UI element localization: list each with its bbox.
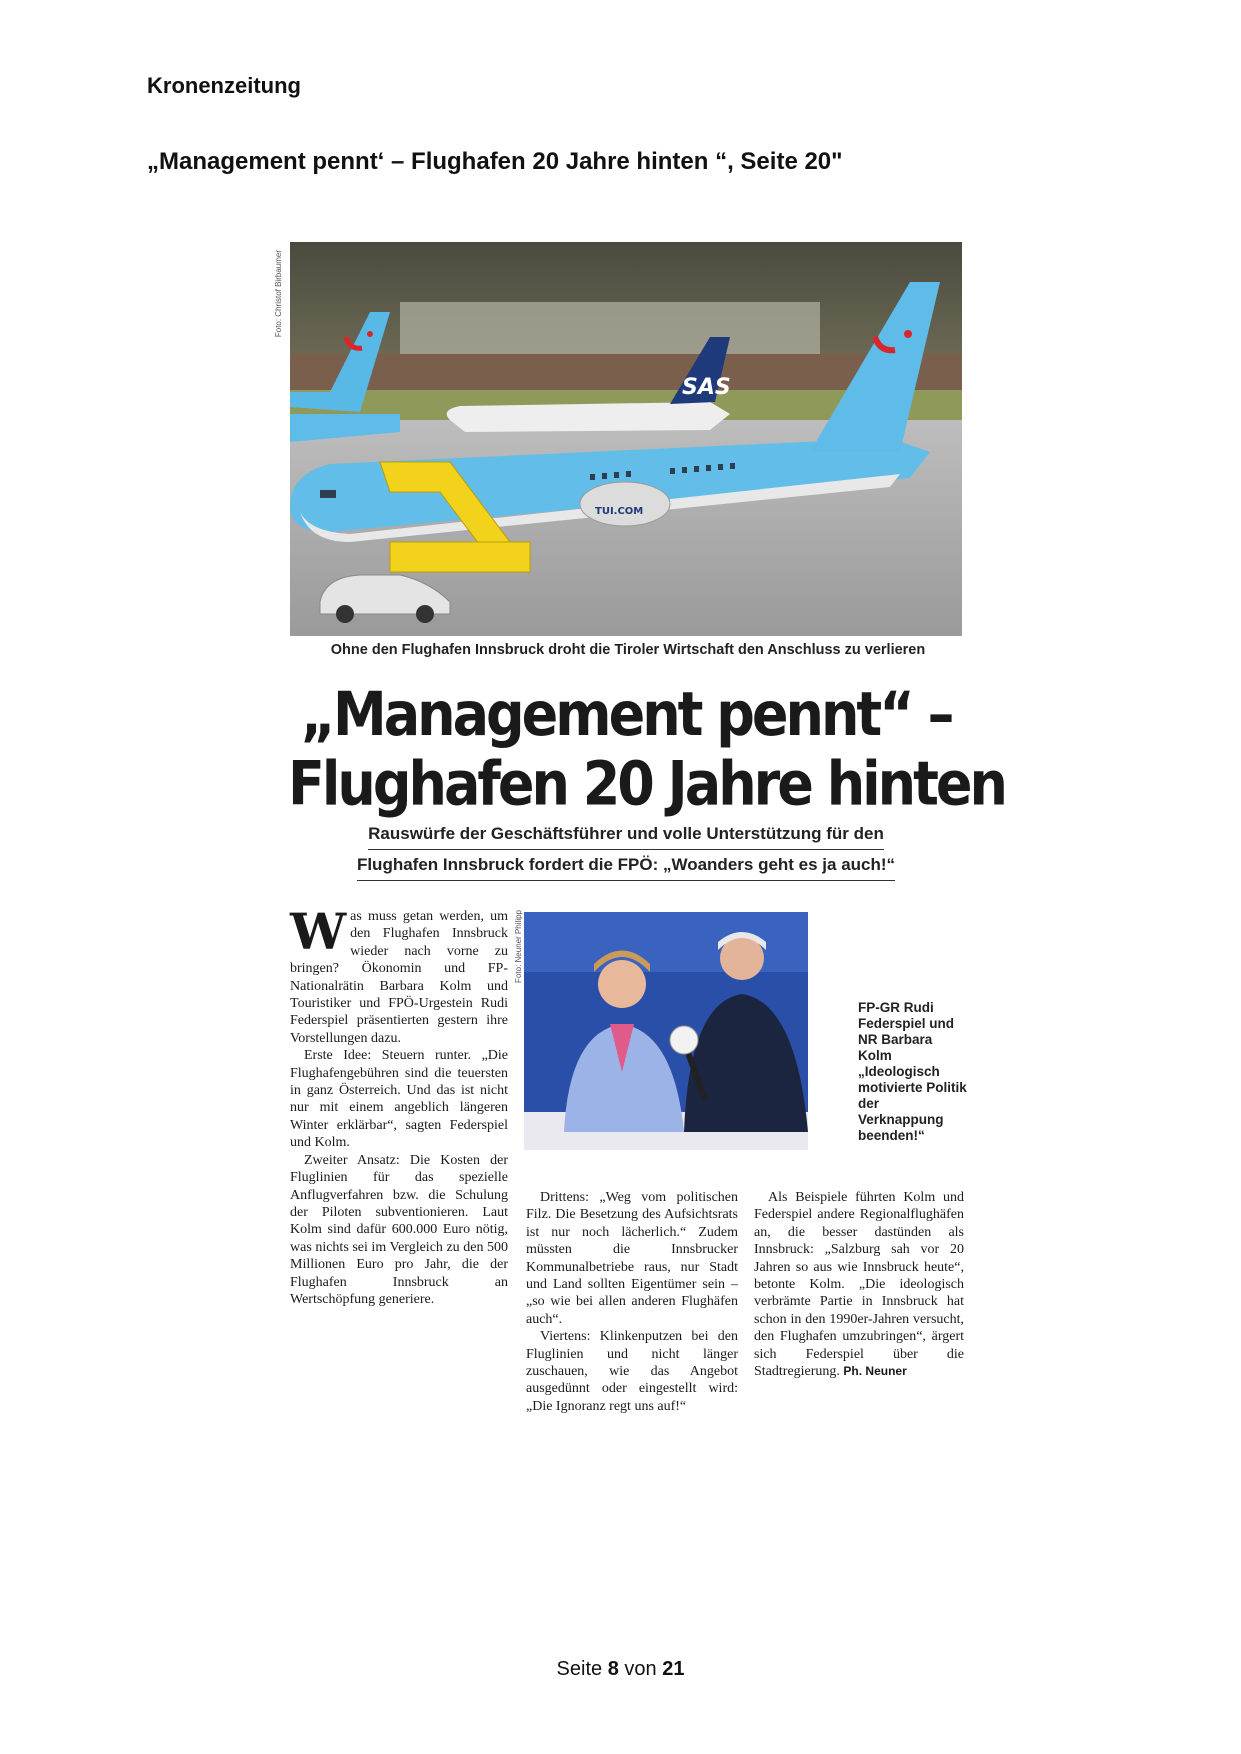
paragraph-6: Als Beispiele führten Kolm und Federspiel andere Regionalflughäfen an, die besser dastünden als Innsbruck: „Salzburg sah vor 20 Jahren so aus wie Innsbruck heute“, betonte Kolm. „Die ideologisch verbrämte Partie in Innsbruck hat schon in den 1990er-Jahren versucht, den Flughafen umzubringen“, ärgert sich Federspiel über die Stadtregierung. Ph. Neuner <box>754 1190 964 1380</box>
page-footer <box>0 1658 1241 1681</box>
article-headline <box>288 678 1005 819</box>
inset-photo-credit: Foto: Neuner Philipp <box>514 910 523 983</box>
headline-line-1: „Management pennt“ – <box>300 678 952 750</box>
total-page-count: 21 <box>662 1658 685 1680</box>
author-signature: Ph. Neuner <box>843 1364 907 1379</box>
paragraph-5: Viertens: Klinkenputzen bei den Fluglinien und nicht länger zuschauen, wie das Angebot ausgedünnt oder eingestellt wird: „Die Ignoranz regt uns auf!“ <box>526 1329 738 1414</box>
footer-separator: von <box>624 1658 657 1680</box>
footer-prefix: Seite <box>556 1658 603 1680</box>
subhead-line-1: Rauswürfe der Geschäftsführer und volle Unterstützung für den <box>368 819 884 850</box>
source-label: Kronenzeitung <box>147 73 301 98</box>
paragraph-2: Erste Idee: Steuern runter. „Die Flughafengebühren sind die teuersten in ganz Österreich. Und das ist nicht nur mit einem angeblich längeren Winter erklärbar“, sagten Federspiel und Kolm. <box>290 1048 508 1151</box>
tui-engine-label: TUI.COM <box>595 506 644 517</box>
inset-caption: FP-GR Rudi Federspiel und NR Barbara Kolm „Ideologisch motivierte Politik der Verknappung beenden!“ <box>858 1000 967 1143</box>
dropcap: W <box>290 902 347 961</box>
document-title: „Management pennt‘ – Flughafen 20 Jahre hinten “, Seite 20" <box>147 148 843 175</box>
article-column-1 <box>290 902 508 1308</box>
hero-photo <box>290 242 962 636</box>
article-subhead <box>324 819 928 881</box>
newspaper-clipping <box>274 240 1005 1440</box>
sas-logo: SAS <box>682 375 731 400</box>
article-column-3 <box>754 1189 964 1380</box>
photo-caption: Ohne den Flughafen Innsbruck droht die Tiroler Wirtschaft den Anschluss zu verlieren <box>330 642 926 658</box>
press-conference-photo <box>524 912 808 1150</box>
inset-photo <box>524 912 808 1150</box>
current-page-number: 8 <box>607 1658 619 1680</box>
photo-credit: Foto: Christof Birbaumer <box>274 250 283 338</box>
article-column-2 <box>526 1189 738 1415</box>
paragraph-1: Was muss getan werden, um den Flughafen Innsbruck wieder nach vorne zu bringen? Ökonomin und FP-Nationalrätin Barbara Kolm und Touristiker und FPÖ-Urgestein Rudi Federspiel präsentierten gestern ihre Vorstellungen dazu. <box>290 902 508 1046</box>
headline-line-2: Flughafen 20 Jahre hinten <box>288 748 1005 819</box>
subhead-line-2: Flughafen Innsbruck fordert die FPÖ: „Woanders geht es ja auch!“ <box>357 850 895 881</box>
paragraph-3: Zweiter Ansatz: Die Kosten der Fluglinien für das spezielle Anflugverfahren bzw. die Schulung der Piloten subventionieren. Laut Kolm sind dafür 600.000 Euro nötig, was nichts sei im Vergleich zu den 500 Millionen Euro pro Jahr, die der Flughafen Innsbruck an Wertschöpfung generiere. <box>290 1152 508 1307</box>
paragraph-4: Drittens: „Weg vom politischen Filz. Die Besetzung des Aufsichtsrats ist nur noch lächerlich.“ Zudem müssten die Innsbrucker Kommunalbetriebe raus, nur Stadt und Land sollten Eigentümer sein – „so wie bei allen anderen Flughäfen auch“. <box>526 1190 738 1327</box>
airport-photo-illustration <box>290 242 962 636</box>
